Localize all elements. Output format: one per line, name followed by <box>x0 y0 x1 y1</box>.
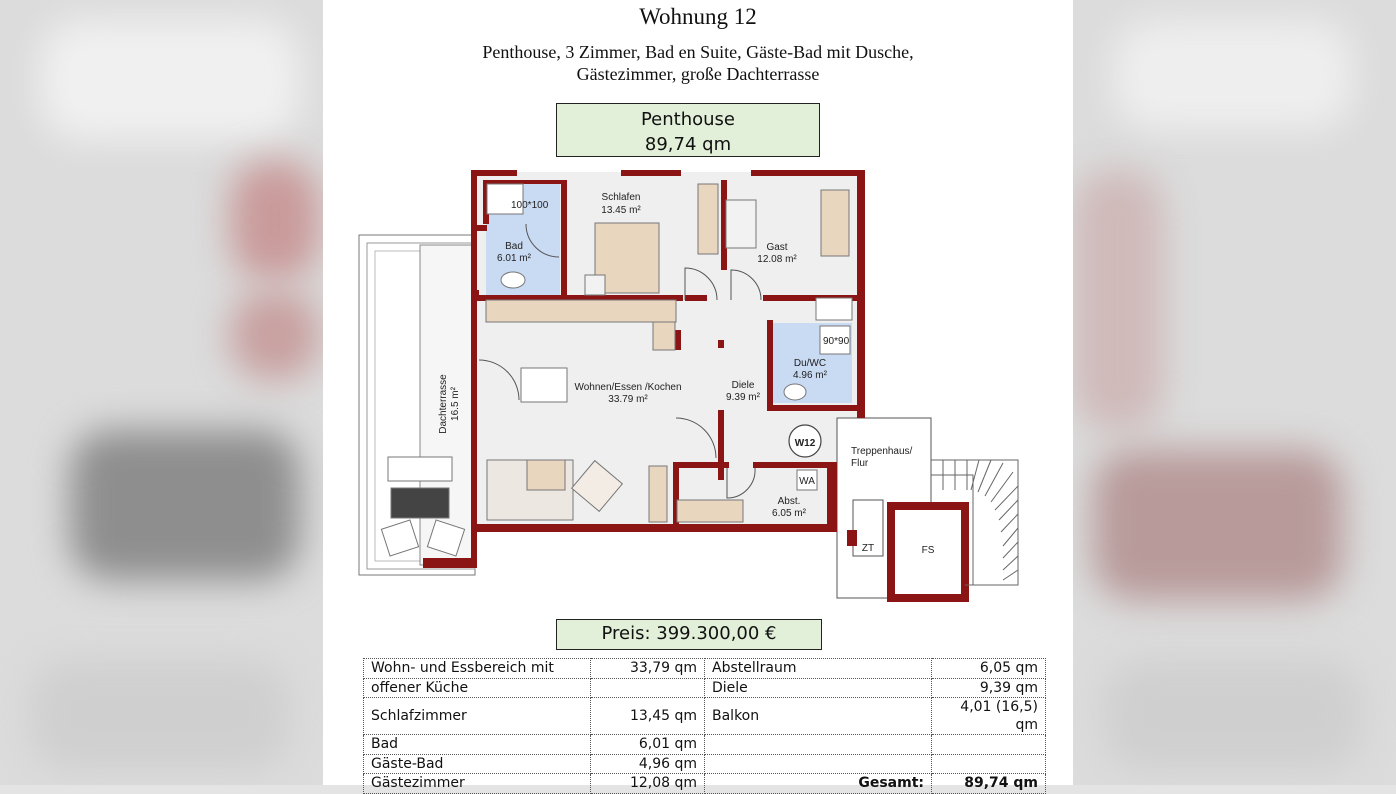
table-cell: 12,08 qm <box>591 774 705 794</box>
area-wohnen: 33.79 m² <box>608 394 648 405</box>
room-abst: Abst. <box>777 496 801 507</box>
room-gast: Gast <box>766 242 788 253</box>
apartment-marker: W12 <box>794 438 816 449</box>
table-cell: Gästezimmer <box>364 774 591 794</box>
stair-label-2: Flur <box>851 458 869 469</box>
room-wohnen: Wohnen/Essen /Kochen <box>574 382 682 393</box>
page-title: Wohnung 12 <box>639 4 757 29</box>
room-du-wc: Du/WC <box>793 358 827 369</box>
shower-size-1: 100*100 <box>511 200 549 211</box>
table-cell <box>705 754 932 774</box>
table-cell: 9,39 qm <box>932 678 1046 698</box>
price-text: Preis: 399.300,00 € <box>601 623 777 644</box>
area-gast: 12.08 m² <box>757 254 797 265</box>
table-cell <box>705 735 932 755</box>
room-diele: Diele <box>731 380 755 391</box>
wa-label: WA <box>799 476 815 487</box>
apartment-size: 89,74 qm <box>644 134 732 155</box>
shower-size-2: 90*90 <box>823 336 850 347</box>
floor-plan <box>323 160 1073 605</box>
fs-label: FS <box>921 545 935 556</box>
total-label: Gesamt: <box>705 774 932 794</box>
table-cell: Abstellraum <box>705 659 932 679</box>
area-schlafen: 13.45 m² <box>601 205 641 216</box>
table-cell: Gäste-Bad <box>364 754 591 774</box>
table-cell <box>591 678 705 698</box>
table-cell: Diele <box>705 678 932 698</box>
subtitle-line-1: Penthouse, 3 Zimmer, Bad en Suite, Gäste-Bad mit Dusche, <box>482 42 914 62</box>
apartment-type: Penthouse <box>640 109 736 130</box>
room-dachterrasse: Dachterrasse <box>438 374 449 434</box>
price-box <box>556 619 822 650</box>
table-cell: 4,96 qm <box>591 754 705 774</box>
table-cell: 4,01 (16,5) qm <box>932 698 1046 735</box>
zt-label: ZT <box>861 543 875 554</box>
table-cell: 13,45 qm <box>591 698 705 735</box>
area-bad: 6.01 m² <box>497 253 531 264</box>
document-page <box>323 0 1073 792</box>
area-diele: 9.39 m² <box>726 392 760 403</box>
subtitle-line-2: Gästezimmer, große Dachterrasse <box>576 64 820 84</box>
background-blur-right <box>1073 0 1396 785</box>
table-row <box>364 754 1046 774</box>
table-cell: 6,05 qm <box>932 659 1046 679</box>
table-cell: Schlafzimmer <box>364 698 591 735</box>
table-cell: Bad <box>364 735 591 755</box>
area-du-wc: 4.96 m² <box>793 370 827 381</box>
stair-label-1: Treppenhaus/ <box>851 446 913 457</box>
table-row <box>364 774 1046 794</box>
page-subtitle <box>323 41 1073 85</box>
area-dachterrasse: 16.5 m² <box>450 387 461 421</box>
room-schlafen: Schlafen <box>601 192 641 203</box>
size-box <box>556 103 820 157</box>
table-cell: 6,01 qm <box>591 735 705 755</box>
table-row <box>364 659 1046 679</box>
table-cell: offener Küche <box>364 678 591 698</box>
background-blur-left <box>0 0 323 785</box>
room-bad: Bad <box>505 241 523 252</box>
table-row <box>364 678 1046 698</box>
table-cell <box>932 754 1046 774</box>
stairwell <box>837 418 1018 598</box>
table-row <box>364 735 1046 755</box>
table-cell: Balkon <box>705 698 932 735</box>
total-value: 89,74 qm <box>932 774 1046 794</box>
table-row <box>364 698 1046 735</box>
table-cell: 33,79 qm <box>591 659 705 679</box>
table-cell <box>932 735 1046 755</box>
area-abst: 6.05 m² <box>772 508 806 519</box>
table-cell: Wohn- und Essbereich mit <box>364 659 591 679</box>
area-table <box>363 658 1046 794</box>
